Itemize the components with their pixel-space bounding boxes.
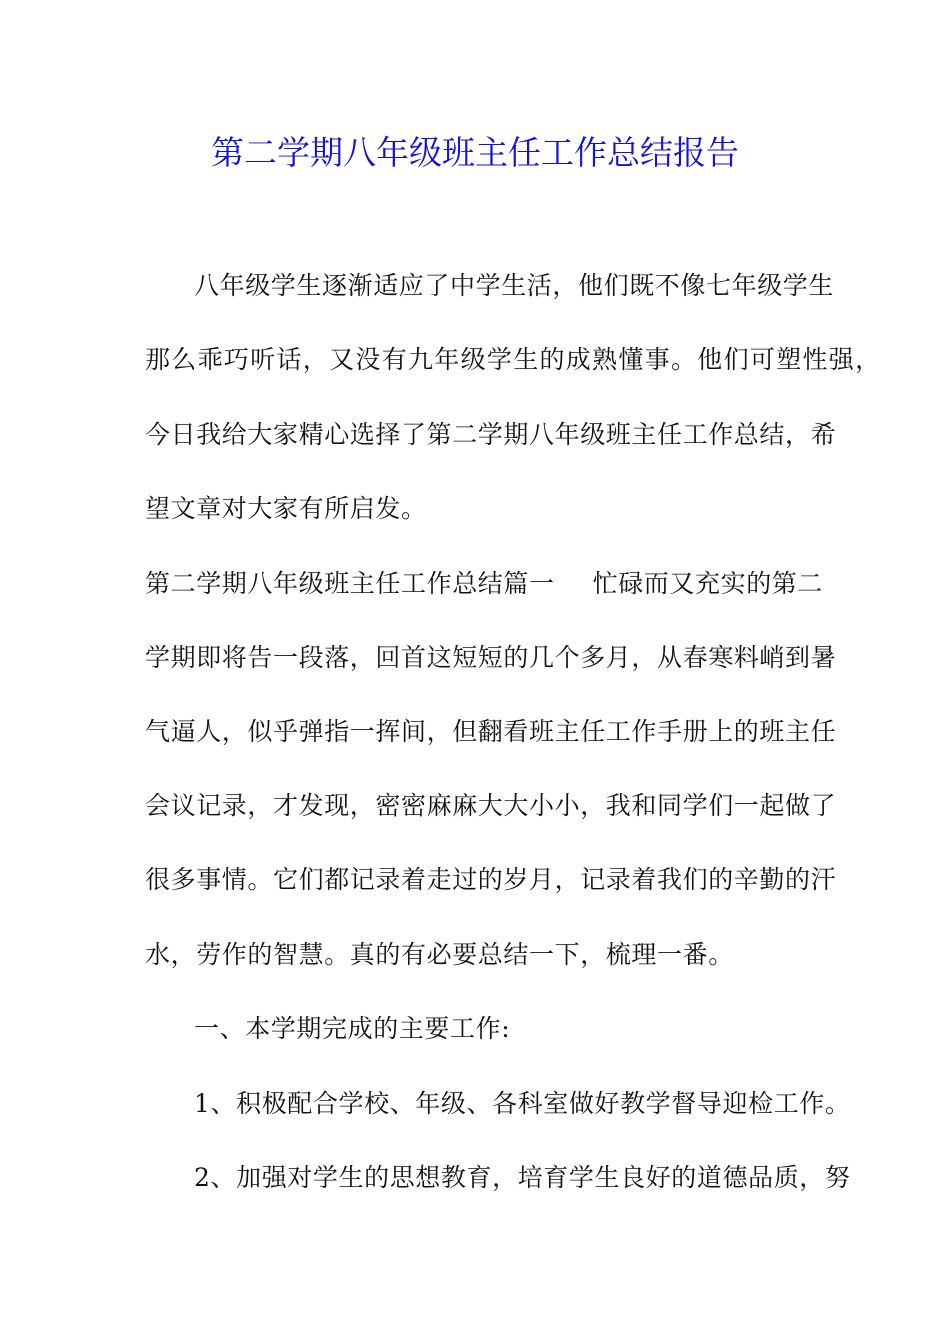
subsection-heading: 一、本学期完成的主要工作:	[194, 1014, 511, 1043]
document-title: 第二学期八年级班主任工作总结报告	[211, 133, 739, 172]
paragraph-line: 望文章对大家有所启发。	[145, 494, 427, 523]
list-item: 2、加强对学生的思想教育，培育学生良好的道德品质，努	[194, 1163, 851, 1192]
section-heading: 第二学期八年级班主任工作总结篇一	[145, 569, 555, 598]
paragraph-line: 学期即将告一段落，回首这短短的几个多月，从春寒料峭到暑	[145, 643, 837, 672]
paragraph-text: 忙碌而又充实的第二	[592, 569, 824, 598]
paragraph-line: 今日我给大家精心选择了第二学期八年级班主任工作总结，希	[145, 420, 837, 449]
paragraph-line: 会议记录，才发现，密密麻麻大大小小，我和同学们一起做了	[145, 791, 837, 820]
paragraph-line: 那么乖巧听话，又没有九年级学生的成熟懂事。他们可塑性强，	[145, 345, 882, 374]
section-heading-line	[145, 566, 835, 602]
paragraph-line: 气逼人，似乎弹指一挥间，但翻看班主任工作手册上的班主任	[145, 717, 837, 746]
list-item: 1、积极配合学校、年级、各科室做好教学督导迎检工作。	[194, 1089, 851, 1118]
paragraph-line: 水，劳作的智慧。真的有必要总结一下，梳理一番。	[145, 940, 734, 969]
paragraph-line: 八年级学生逐渐适应了中学生活，他们既不像七年级学生	[194, 271, 835, 300]
paragraph-line: 很多事情。它们都记录着走过的岁月，记录着我们的辛勤的汗	[145, 865, 837, 894]
